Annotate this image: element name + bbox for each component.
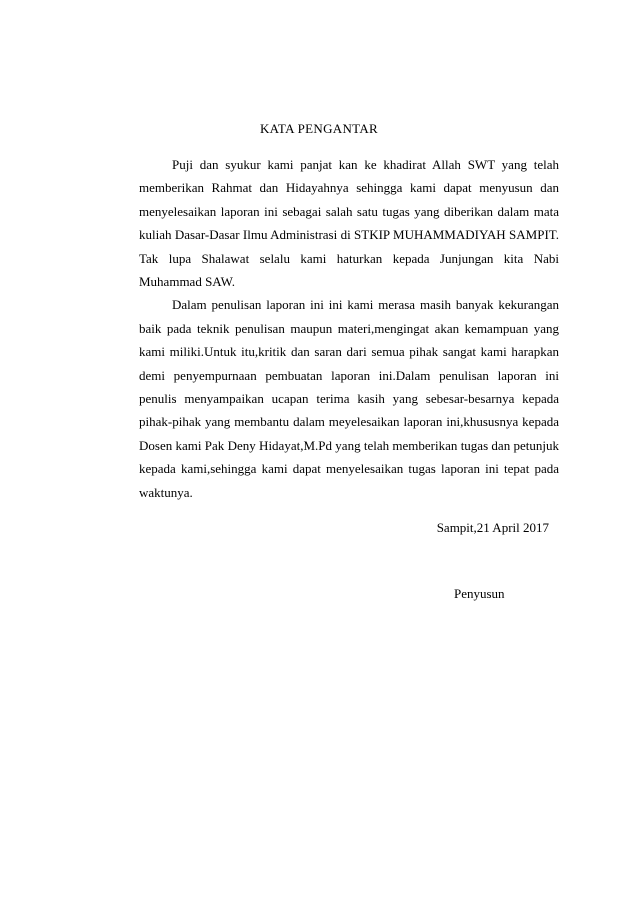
document-body — [139, 153, 559, 504]
page-title: KATA PENGANTAR — [259, 121, 379, 136]
place-date: Sampit,21 April 2017 — [436, 520, 549, 535]
paragraph-2: Dalam penulisan laporan ini ini kami merasa masih banyak kekurangan baik pada teknik penulisan maupun materi,mengingat akan kemampuan yang kami miliki.Untuk itu,kritik dan saran dari semua pihak sangat kami harapkan demi penyempurnaan pembuatan laporan ini.Dalam penulisan laporan ini penulis menyampaikan ucapan terima kasih yang sebesar-besarnya kepada pihak-pihak yang membantu dalam meyelesaikan laporan ini,khususnya kepada Dosen kami Pak Deny Hidayat,M.Pd yang telah memberikan tugas dan petunjuk kepada kami,sehingga kami dapat menyelesaikan tugas laporan ini tepat pada waktunya. — [139, 297, 559, 500]
signer-label: Penyusun — [454, 586, 505, 601]
paragraph-1: Puji dan syukur kami panjat kan ke khadirat Allah SWT yang telah memberikan Rahmat dan Hidayahnya sehingga kami dapat menyusun dan menyelesaikan laporan ini sebagai salah satu tugas yang diberikan dalam mata kuliah Dasar-Dasar Ilmu Administrasi di STKIP MUHAMMADIYAH SAMPIT. Tak lupa Shalawat selalu kami haturkan kepada Junjungan kita Nabi Muhammad SAW. — [139, 157, 559, 290]
